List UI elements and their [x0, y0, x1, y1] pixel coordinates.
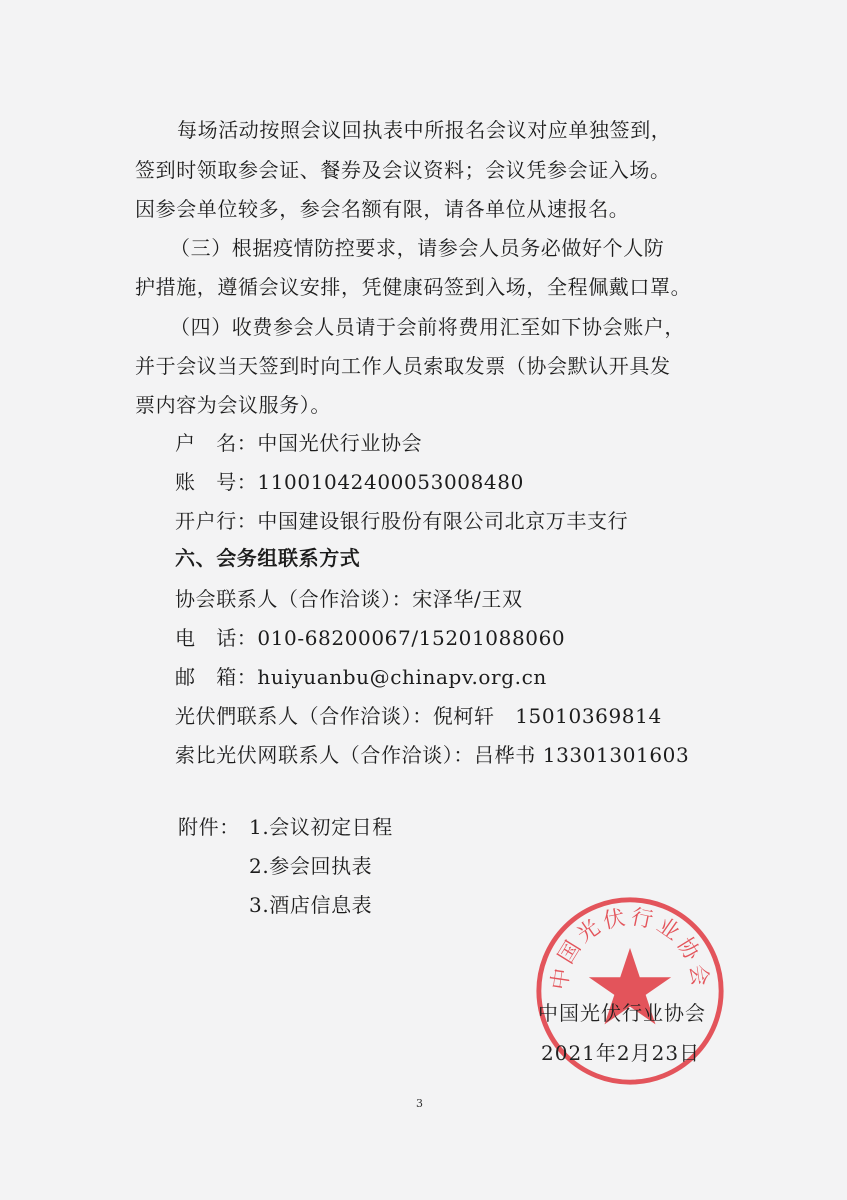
- account-bank-label: 开户行：: [175, 509, 258, 533]
- account-bank-row: [175, 508, 628, 534]
- attachment-item: 2.参会回执表: [249, 854, 373, 878]
- attachments-label: 附件：: [178, 815, 240, 839]
- solarbe-contact-label: 索比光伏网联系人（合作洽谈）：: [175, 743, 474, 767]
- pvmen-contact-value: 倪柯轩 15010369814: [432, 704, 662, 728]
- attachment-item: 1.会议初定日程: [249, 815, 393, 839]
- section-heading: 六、会务组联系方式: [175, 546, 361, 570]
- account-name-label: 户 名：: [175, 431, 258, 455]
- phone-row: [175, 625, 565, 651]
- email-label: 邮 箱：: [175, 665, 258, 689]
- signing-date: 2021年2月23日: [541, 1041, 701, 1065]
- paragraph-line: （四）收费参会人员请于会前将费用汇至如下协会账户，: [170, 315, 685, 339]
- account-name-value: 中国光伏行业协会: [257, 431, 423, 455]
- contact-row: [175, 586, 523, 612]
- account-number-row: [175, 469, 524, 495]
- paragraph-line: 并于会议当天签到时向工作人员索取发票（协会默认开具发: [135, 354, 671, 378]
- paragraph-line: （三）根据疫情防控要求，请参会人员务必做好个人防: [170, 236, 665, 260]
- account-name-row: [175, 430, 422, 456]
- email-value: huiyuanbu@chinapv.org.cn: [257, 665, 547, 689]
- account-number-label: 账 号：: [175, 470, 258, 494]
- paragraph-line: 每场活动按照会议回执表中所报名会议对应单独签到，: [177, 118, 672, 142]
- phone-label: 电 话：: [175, 626, 258, 650]
- email-row: [175, 664, 547, 690]
- account-bank-value: 中国建设银行股份有限公司北京万丰支行: [257, 509, 629, 533]
- solarbe-contact-row: [175, 742, 689, 768]
- paragraph-line: 签到时领取参会证、餐券及会议资料；会议凭参会证入场。: [135, 158, 671, 182]
- contact-value: 宋泽华/王双: [412, 587, 523, 611]
- page-number: 3: [416, 1097, 423, 1110]
- phone-value: 010-68200067/15201088060: [257, 626, 566, 650]
- contact-label: 协会联系人（合作洽谈）：: [175, 587, 413, 611]
- attachment-item: 3.酒店信息表: [249, 893, 373, 917]
- paragraph-line: 护措施，遵循会议安排，凭健康码签到入场，全程佩戴口罩。: [135, 275, 692, 299]
- solarbe-contact-value: 吕桦书 13301301603: [474, 743, 690, 767]
- account-number-value: 11001042400053008480: [257, 470, 524, 494]
- pvmen-contact-label: 光伏們联系人（合作洽谈）：: [175, 704, 433, 728]
- signing-organization: 中国光伏行业协会: [538, 1001, 706, 1025]
- paragraph-line: 因参会单位较多，参会名额有限，请各单位从速报名。: [135, 197, 630, 221]
- svg-text:中国光伏行业协会: 中国光伏行业协会: [547, 904, 713, 992]
- pvmen-contact-row: [175, 703, 662, 729]
- paragraph-line: 票内容为会议服务）。: [135, 393, 331, 417]
